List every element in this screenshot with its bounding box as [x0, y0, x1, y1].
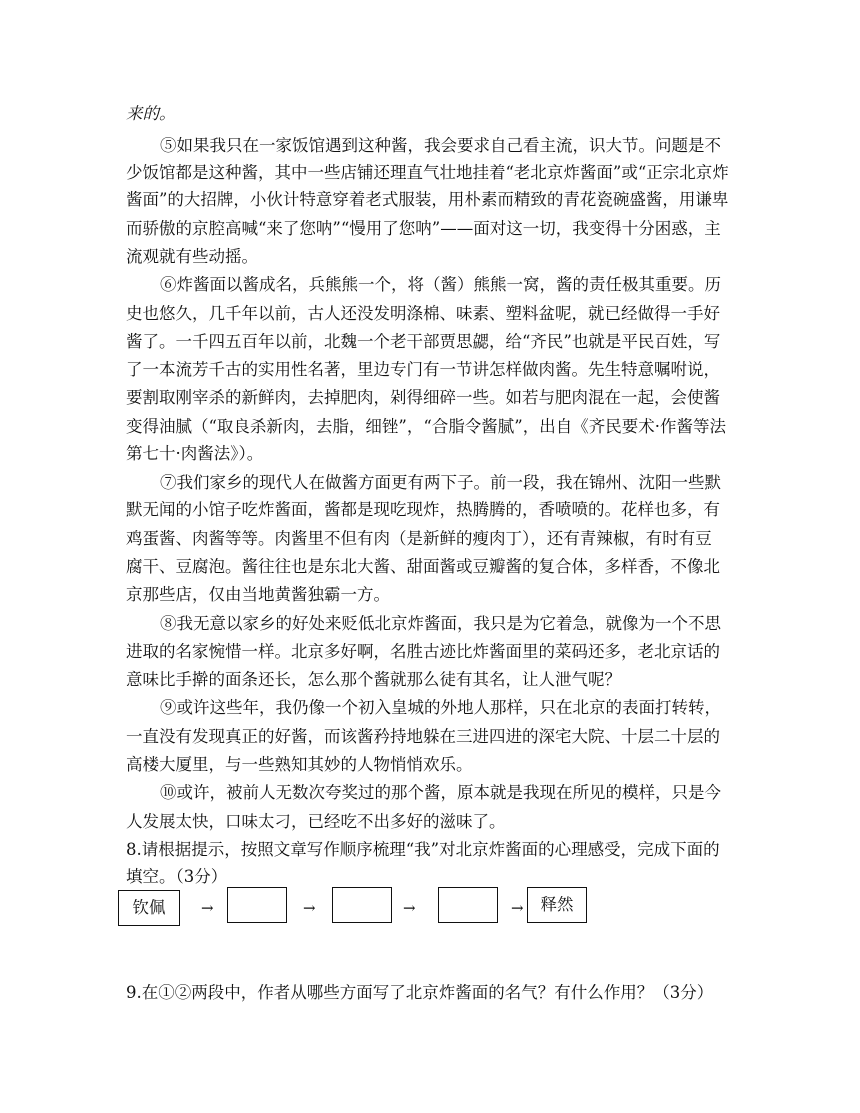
text-line: 人发展太快，口味太刁，已经吃不出多好的滋味了。 [126, 812, 506, 831]
text-line: 酱面”的大招牌，小伙计特意穿着老式服装，用朴素而精致的青花瓷碗盛酱，用谦卑 [126, 190, 729, 209]
flow-blank-1[interactable] [227, 887, 287, 923]
text-line: 默无闻的小馆子吃炸酱面，酱都是现吃现炸，热腾腾的，香喷喷的。花样也多，有 [126, 500, 720, 519]
flow-blank-2[interactable] [332, 887, 392, 923]
text-line: 而骄傲的京腔高喊“来了您呐”“慢用了您呐”——面对这一切，我变得十分困惑，主 [126, 219, 721, 238]
flow-end-box: 释然 [527, 887, 587, 923]
text-line: 了一本流芳千古的实用性名著，里边专门有一节讲怎样做肉酱。先生特意嘱咐说， [126, 360, 720, 379]
text-line: 鸡蛋酱、肉酱等等。肉酱里不但有肉（是新鲜的瘦肉丁），还有青辣椒，有时有豆 [126, 529, 712, 548]
text-line: 高楼大厦里，与一些熟知其妙的人物悄悄欢乐。 [126, 755, 473, 774]
flow-blank-3[interactable] [438, 887, 498, 923]
text-line: 史也悠久，几千年以前，古人还没发明涤棉、味素、塑料盆呢，就已经做得一手好 [126, 304, 720, 323]
question-9: 9.在①②两段中，作者从哪些方面写了北京炸酱面的名气？有什么作用？（3分） [126, 983, 714, 1002]
arrow-icon: → [511, 899, 524, 917]
text-line: ⑨或许这些年，我仍像一个初入皇城的外地人那样，只在北京的表面打转转， [160, 698, 721, 717]
text-line: 要割取刚宰杀的新鲜肉，去掉肥肉，剁得细碎一些。如若与肥肉混在一起，会使酱 [126, 388, 720, 407]
text-line: ⑤如果我只在一家饭馆遇到这种酱，我会要求自己看主流，识大节。问题是不 [160, 136, 721, 155]
arrow-icon: → [303, 899, 316, 917]
text-line: 意味比手擀的面条还长，怎么那个酱就那么徒有其名，让人泄气呢？ [126, 670, 621, 689]
text-line: ⑧我无意以家乡的好处来贬低北京炸酱面，我只是为它着急，就像为一个不思 [160, 614, 721, 633]
question-8-continued: 填空。（3分） [126, 867, 228, 886]
text-line: 来的。 [126, 104, 176, 123]
arrow-icon: → [403, 899, 416, 917]
text-line: 京那些店，仅由当地黄酱独霸一方。 [126, 585, 390, 604]
text-line: ⑩或许，被前人无数次夸奖过的那个酱，原本就是我现在所见的模样，只是今 [160, 783, 721, 802]
question-8: 8.请根据提示，按照文章写作顺序梳理“我”对北京炸酱面的心理感受，完成下面的 [126, 840, 720, 859]
text-line: 流观就有些动摇。 [126, 247, 258, 266]
text-line: 一直没有发现真正的好酱，而该酱矜持地躲在三进四进的深宅大院、十层二十层的 [126, 727, 720, 746]
flow-start-box: 钦佩 [118, 890, 180, 926]
arrow-icon: → [201, 899, 214, 917]
text-line: 变得油腻（“取良杀新肉，去脂，细锉”，“合脂令酱腻”，出自《齐民要术·作酱等法 [126, 417, 726, 436]
text-line: ⑦我们家乡的现代人在做酱方面更有两下子。前一段，我在锦州、沈阳一些默 [160, 473, 721, 492]
text-line: 腐干、豆腐泡。酱往往也是东北大酱、甜面酱或豆瓣酱的复合体，多样香，不像北 [126, 557, 720, 576]
text-line: 第七十·肉酱法》）。 [126, 444, 264, 463]
text-line: 少饭馆都是这种酱，其中一些店铺还理直气壮地挂着“老北京炸酱面”或“正宗北京炸 [126, 163, 729, 182]
text-line: 酱了。一千四五百年以前，北魏一个老干部贾思勰，给“齐民”也就是平民百姓，写 [126, 332, 721, 351]
text-line: 进取的名家惋惜一样。北京多好啊，名胜古迹比炸酱面里的菜码还多，老北京话的 [126, 642, 720, 661]
text-line: ⑥炸酱面以酱成名，兵熊熊一个，将（酱）熊熊一窝，酱的责任极其重要。历 [160, 275, 721, 294]
